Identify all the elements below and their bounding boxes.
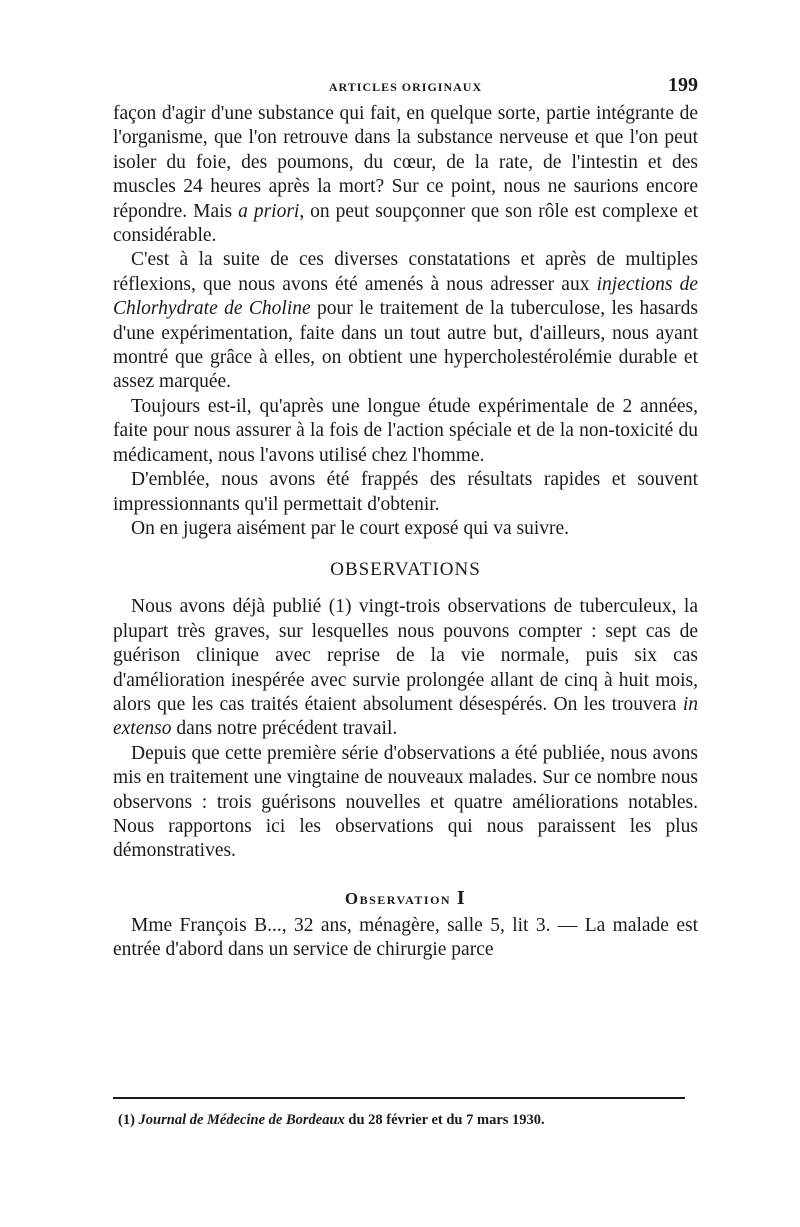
page-number: 199 bbox=[668, 74, 698, 96]
footnote-journal: Journal de Médecine de Bordeaux bbox=[138, 1112, 345, 1128]
paragraph-text: pour le traitement de la tuberculose, les hasards d'une expérimentation, faite dans un tout autre but, d'ailleurs, nous ayant montré que grâce à elles, on obtient une hypercholestérolémie durable et assez marquée. bbox=[113, 298, 698, 393]
paragraph-4: D'emblée, nous avons été frappés des résultats rapides et souvent impressionnants qu'il permettait d'obtenir. bbox=[113, 469, 698, 515]
italic-phrase: a priori bbox=[238, 200, 300, 222]
paragraph-7: Depuis que cette première série d'observations a été publiée, nous avons mis en traitement une vingtaine de nouveaux malades. Sur ce nombre nous observons : trois guérisons nouvelles et quatre améliorations notables. Nous rapportons ici les observations qui nous paraissent les plus démonstratives. bbox=[113, 742, 698, 862]
footnote-rule bbox=[113, 1097, 685, 1099]
running-head bbox=[113, 74, 698, 102]
paragraph-1 bbox=[113, 102, 698, 248]
footnote bbox=[118, 1112, 693, 1129]
italic-phrase: in extenso bbox=[113, 693, 698, 740]
paragraph-2 bbox=[113, 248, 698, 394]
footnote-text: du 28 février et du 7 mars 1930. bbox=[344, 1112, 545, 1128]
paragraph-8: Mme François B..., 32 ans, ménagère, salle 5, lit 3. — La malade est entrée d'abord dans un service de chirurgie parce bbox=[113, 914, 698, 961]
paragraph-5: On en jugera aisément par le court exposé qui va suivre. bbox=[131, 517, 570, 539]
running-title: ARTICLES ORIGINAUX bbox=[328, 80, 483, 94]
page-body bbox=[113, 74, 698, 963]
italic-phrase: injections de Chlorhydrate de Choline bbox=[113, 273, 699, 320]
observation-label: Observation bbox=[344, 888, 452, 908]
section-heading: OBSERVATIONS bbox=[330, 559, 481, 581]
footnote-marker: (1) bbox=[118, 1112, 135, 1128]
observation-number: I bbox=[456, 886, 467, 909]
paragraph-6 bbox=[113, 595, 698, 741]
paragraph-text: dans notre précédent travail. bbox=[171, 718, 398, 740]
paragraph-text: C'est à la suite de ces diverses constatations et après de multiples réflexions, que nous avons été amenés à nous adresser aux bbox=[113, 249, 698, 295]
paragraph-text: façon d'agir d'une substance qui fait, en quelque sorte, partie intégrante de l'organisme, que l'on retrouve dans la substance nerveuse et que l'on peut isoler du foie, des poumons, du cœur, de la rate, de l'intestin et des muscles 24 heures après la mort? Sur ce point, nous ne saurions encore répondre. Mais bbox=[113, 103, 698, 222]
observation-heading bbox=[113, 887, 698, 910]
paragraph-text: Nous avons déjà publié (1) vingt-trois observations de tuberculeux, la plupart très graves, sur lesquelles nous pouvons compter : sept cas de guérison clinique avec reprise de la vie normale, puis six cas d'amélioration inespérée avec survie prolongée allant de cinq à huit mois, alors que les cas traités étaient absolument désespérés. On les trouvera bbox=[113, 596, 698, 715]
paragraph-3: Toujours est-il, qu'après une longue étude expérimentale de 2 années, faite pour nous assurer à la fois de l'action spéciale et de la non-toxicité du médicament, nous l'avons utilisé chez l'homme. bbox=[113, 395, 698, 466]
paragraph-text: , on peut soupçonner que son rôle est complexe et considérable. bbox=[113, 200, 698, 247]
